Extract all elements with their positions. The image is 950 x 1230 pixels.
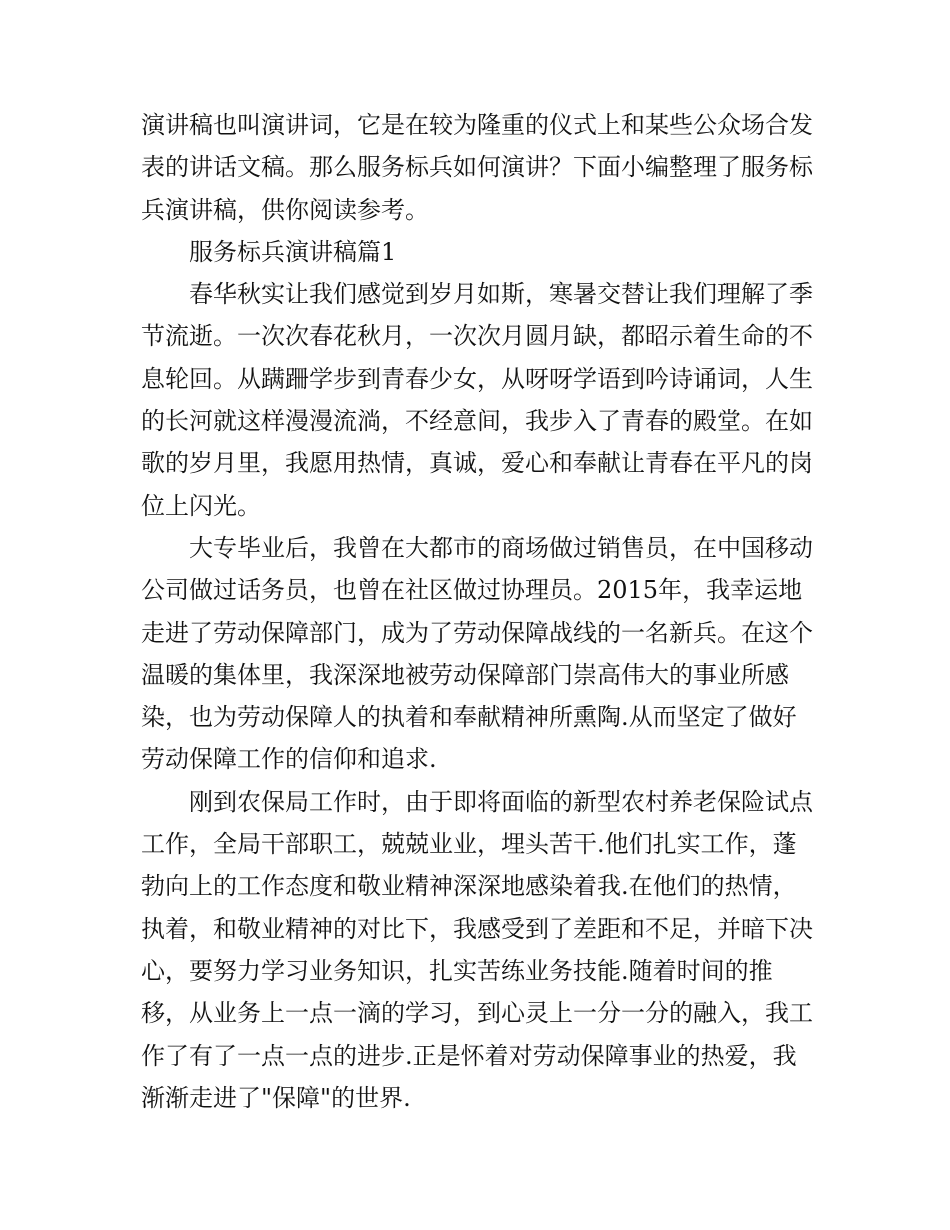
document-body [141, 104, 813, 1119]
body-paragraph-3: 刚到农保局工作时，由于即将面临的新型农村养老保险试点工作，全局干部职工，兢兢业业，埋头苦干.他们扎实工作，蓬勃向上的工作态度和敬业精神深深地感染着我.在他们的热情，执着，和敬业精神的对比下，我感受到了差距和不足，并暗下决心，要努力学习业务知识，扎实苦练业务技能.随着时间的推移，从业务上一点一滴的学习，到心灵上一分一分的融入，我工作了有了一点一点的进步.正是怀着对劳动保障事业的热爱，我渐渐走进了"保障"的世界. [141, 787, 813, 1112]
body-paragraph-2: 大专毕业后，我曾在大都市的商场做过销售员，在中国移动公司做过话务员，也曾在社区做过协理员。2015年，我幸运地走进了劳动保障部门，成为了劳动保障战线的一名新兵。在这个温暖的集体里，我深深地被劳动保障部门崇高伟大的事业所感染，也为劳动保障人的执着和奉献精神所熏陶.从而坚定了做好劳动保障工作的信仰和追求. [141, 533, 813, 774]
section-heading: 服务标兵演讲稿篇1 [189, 237, 397, 266]
body-paragraph-1: 春华秋实让我们感觉到岁月如斯，寒暑交替让我们理解了季节流逝。一次次春花秋月，一次次月圆月缺，都昭示着生命的不息轮回。从蹒跚学步到青春少女，从呀呀学语到吟诗诵词，人生的长河就这样漫漫流淌，不经意间，我步入了青春的殿堂。在如歌的岁月里，我愿用热情，真诚，爱心和奉献让青春在平凡的岗位上闪光。 [141, 280, 813, 520]
intro-paragraph: 演讲稿也叫演讲词，它是在较为隆重的仪式上和某些公众场合发表的讲话文稿。那么服务标兵如何演讲？下面小编整理了服务标兵演讲稿，供你阅读参考。 [141, 111, 813, 224]
